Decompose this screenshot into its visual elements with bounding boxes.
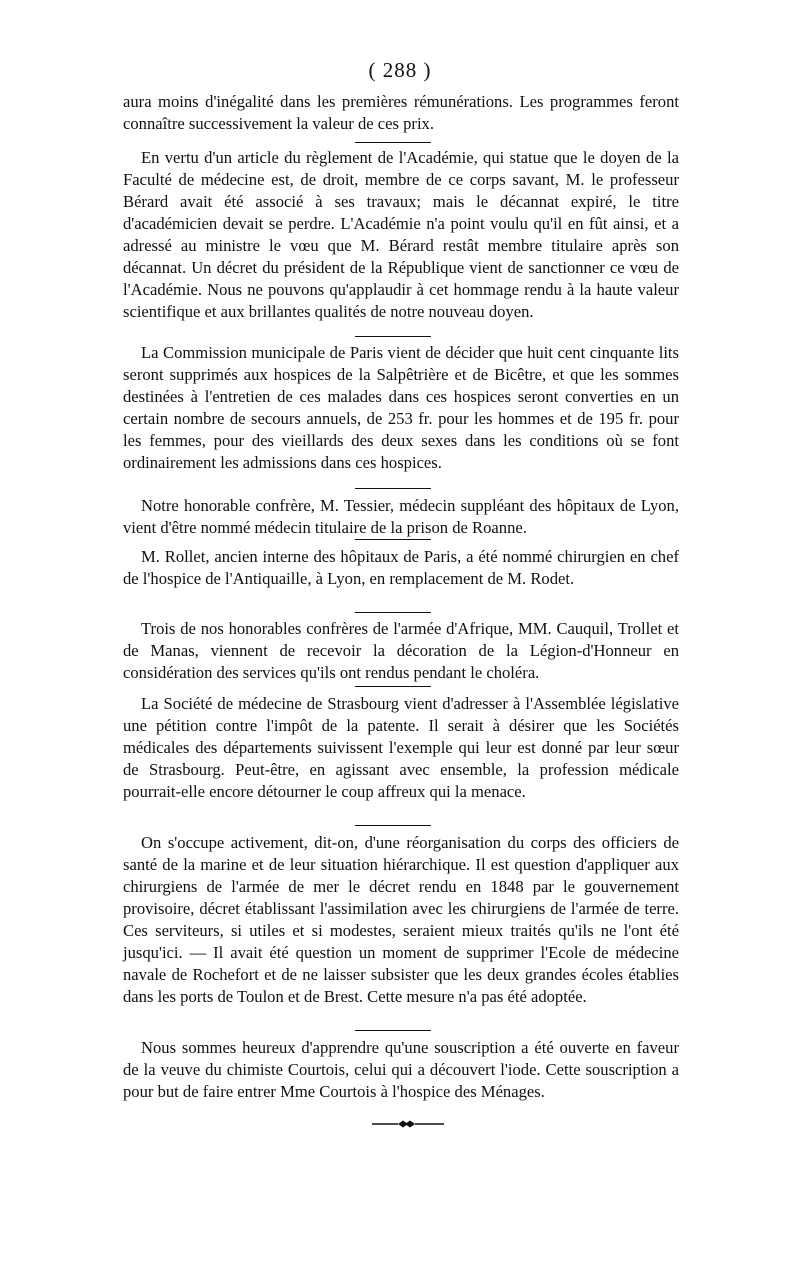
paragraph-text: On s'occupe activement, dit-on, d'une réorganisation du corps des officiers de santé de la marine et de leur situation hiérarchique. Il est question d'appliquer aux chirurgiens de l'armée de mer le décret rendu en 1848 par le gouvernement provisoire, décret établissant l'assimilation avec les chirurgiens de l'armée de terre. Ces serviteurs, si utiles et si modestes, seraient mieux traités qu'ils ne l'ont été jusqu'ici. — Il avait été question un moment de supprimer l'Ecole de médecine navale de Rochefort et de ne laisser subsister que les deux grandes écoles établies dans les ports de Toulon et de Brest. Cette mesure n'a pas été adoptée.: [123, 833, 679, 1006]
paragraph-text: Nous sommes heureux d'apprendre qu'une souscription a été ouverte en faveur de la veuve du chimiste Courtois, celui qui a découvert l'iode. Cette souscription a pour but de faire entrer Mme Courtois à l'hospice des Ménages.: [123, 1038, 679, 1101]
paragraph-courtois: [123, 1037, 679, 1103]
paragraph-text: Notre honorable confrère, M. Tessier, médecin suppléant des hôpitaux de Lyon, vient d'être nommé médecin titulaire de la prison de Roanne.: [123, 496, 679, 537]
paragraph-text: aura moins d'inégalité dans les premières rémunérations. Les programmes feront connaître successivement la valeur de ces prix.: [123, 92, 679, 133]
separator-rule: [355, 488, 431, 489]
paragraph-tessier: [123, 495, 679, 539]
separator-rule: [355, 142, 431, 143]
separator-rule: [355, 336, 431, 337]
paragraph-marine: [123, 832, 679, 1008]
page-number: ( 288 ): [368, 58, 432, 82]
separator-rule: [355, 686, 431, 687]
paragraph-legion: [123, 618, 679, 684]
paragraph-text: En vertu d'un article du règlement de l'Académie, qui statue que le doyen de la Faculté de médecine est, de droit, membre de ce corps savant, M. le professeur Bérard avait été associé à ses travaux; mais le décannat expiré, le titre d'académicien devait se perdre. L'Académie n'a point voulu qu'il en fût ainsi, et a adressé au ministre le vœu que M. Bérard restât membre titulaire après son décannat. Un décret du président de la République vient de sanctionner ce vœu de l'Académie. Nous ne pouvons qu'applaudir à cet hommage rendu à la haute valeur scientifique et aux brillantes qualités de notre nouveau doyen.: [123, 148, 679, 321]
paragraph-commission: [123, 342, 679, 474]
paragraph-text: La Commission municipale de Paris vient de décider que huit cent cinquante lits seront supprimés aux hospices de la Salpêtrière et de Bicêtre, et que les sommes destinées à l'entretien de ces malades dans ces hospices seront converties en un certain nombre de secours annuels, de 253 fr. pour les hommes et de 195 fr. pour les femmes, pour des vieillards des deux sexes dans les conditions où se font ordinairement les admissions dans ces hospices.: [123, 343, 679, 472]
separator-rule: [355, 612, 431, 613]
paragraph-text: M. Rollet, ancien interne des hôpitaux de Paris, a été nommé chirurgien en chef de l'hospice de l'Antiquaille, à Lyon, en remplacement de M. Rodet.: [123, 547, 679, 588]
paragraph-berard: [123, 147, 679, 323]
separator-rule: [355, 825, 431, 826]
paragraph-text: La Société de médecine de Strasbourg vient d'adresser à l'Assemblée législative une pétition contre l'impôt de la patente. Il serait à désirer que les Sociétés médicales des départements suivissent l'exemple qui leur est donné par leur sœur de Strasbourg. Peut-être, en agissant avec ensemble, la profession médicale pourrait-elle encore détourner le coup affreux qui la menace.: [123, 694, 679, 801]
paragraph-rollet: [123, 546, 679, 590]
separator-rule: [355, 1030, 431, 1031]
paragraph-text: Trois de nos honorables confrères de l'armée d'Afrique, MM. Cauquil, Trollet et de Manas, viennent de recevoir la décoration de la Légion-d'Honneur en considération des services qu'ils ont rendus pendant le choléra.: [123, 619, 679, 682]
separator-rule: [355, 539, 431, 540]
ornament-fleuron-icon: [372, 1119, 444, 1129]
paragraph-strasbourg: [123, 693, 679, 803]
paragraph-programmes: [123, 91, 679, 135]
